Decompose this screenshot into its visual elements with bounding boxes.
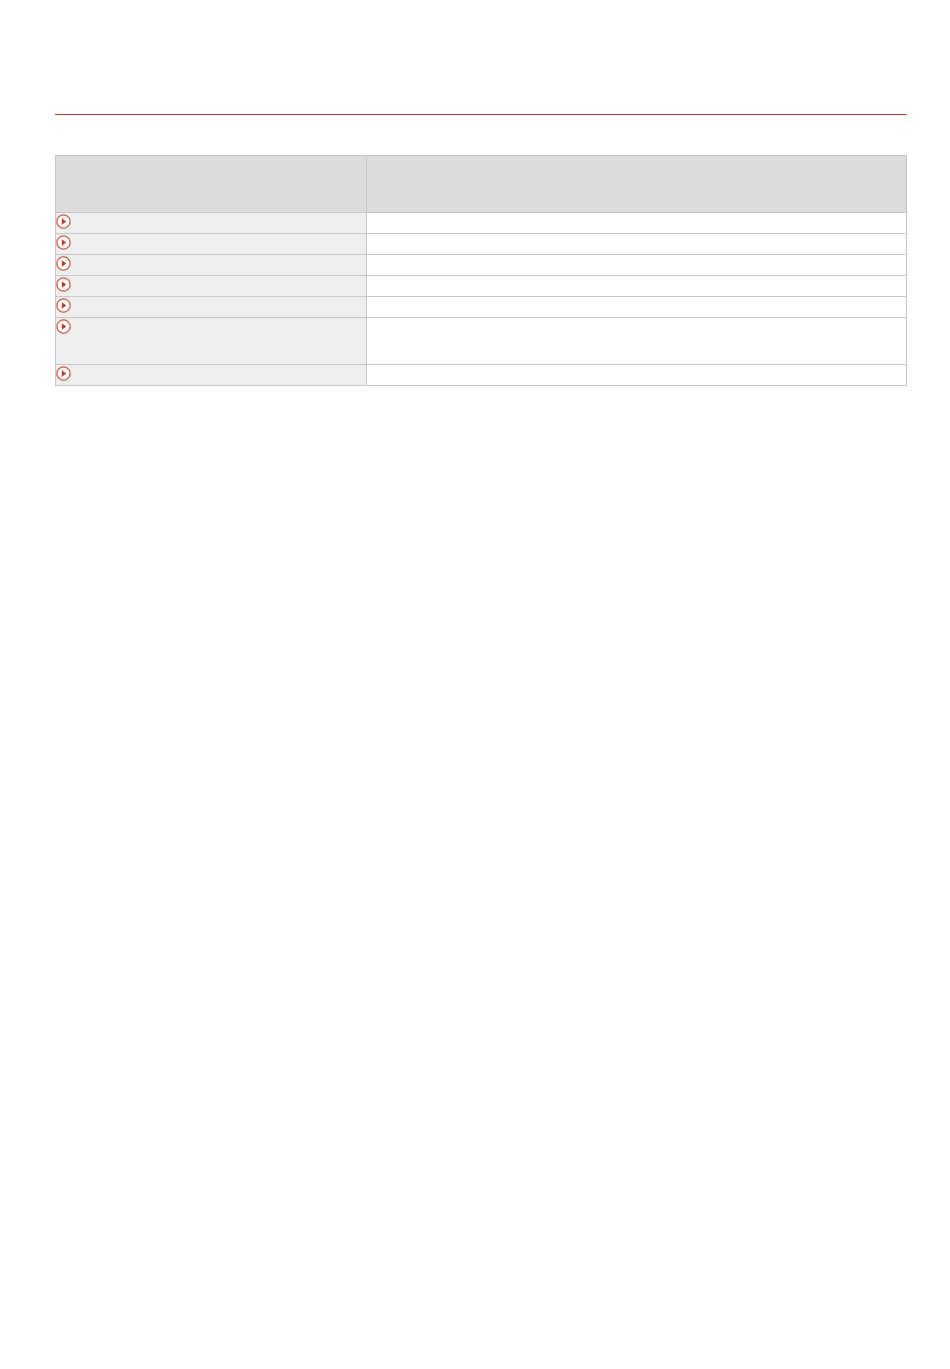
row-description-cell	[367, 255, 907, 276]
table-row[interactable]	[56, 276, 907, 297]
table-row[interactable]	[56, 365, 907, 386]
table-body	[56, 213, 907, 386]
table-row[interactable]	[56, 318, 907, 365]
row-description-cell	[367, 318, 907, 365]
bullet-arrow-icon	[56, 277, 71, 292]
bullet-arrow-icon	[56, 235, 71, 250]
table-header	[56, 156, 907, 213]
table-row[interactable]	[56, 255, 907, 276]
column-header-description	[367, 156, 907, 213]
row-item-cell	[56, 234, 367, 255]
bullet-arrow-icon	[56, 256, 71, 271]
table-header-row	[56, 156, 907, 213]
row-description-cell	[367, 213, 907, 234]
bullet-arrow-icon	[56, 319, 71, 334]
row-description-cell	[367, 234, 907, 255]
table-row[interactable]	[56, 297, 907, 318]
row-item-cell	[56, 276, 367, 297]
row-item-cell	[56, 255, 367, 276]
row-item-cell	[56, 213, 367, 234]
title-divider	[55, 114, 907, 115]
bullet-arrow-icon	[56, 366, 71, 381]
table-row[interactable]	[56, 234, 907, 255]
bullet-arrow-icon	[56, 214, 71, 229]
row-item-cell	[56, 297, 367, 318]
row-item-cell	[56, 318, 367, 365]
row-description-cell	[367, 365, 907, 386]
column-header-item	[56, 156, 367, 213]
table-row[interactable]	[56, 213, 907, 234]
row-description-cell	[367, 276, 907, 297]
row-description-cell	[367, 297, 907, 318]
row-item-cell	[56, 365, 367, 386]
bullet-arrow-icon	[56, 298, 71, 313]
settings-table	[55, 155, 907, 386]
